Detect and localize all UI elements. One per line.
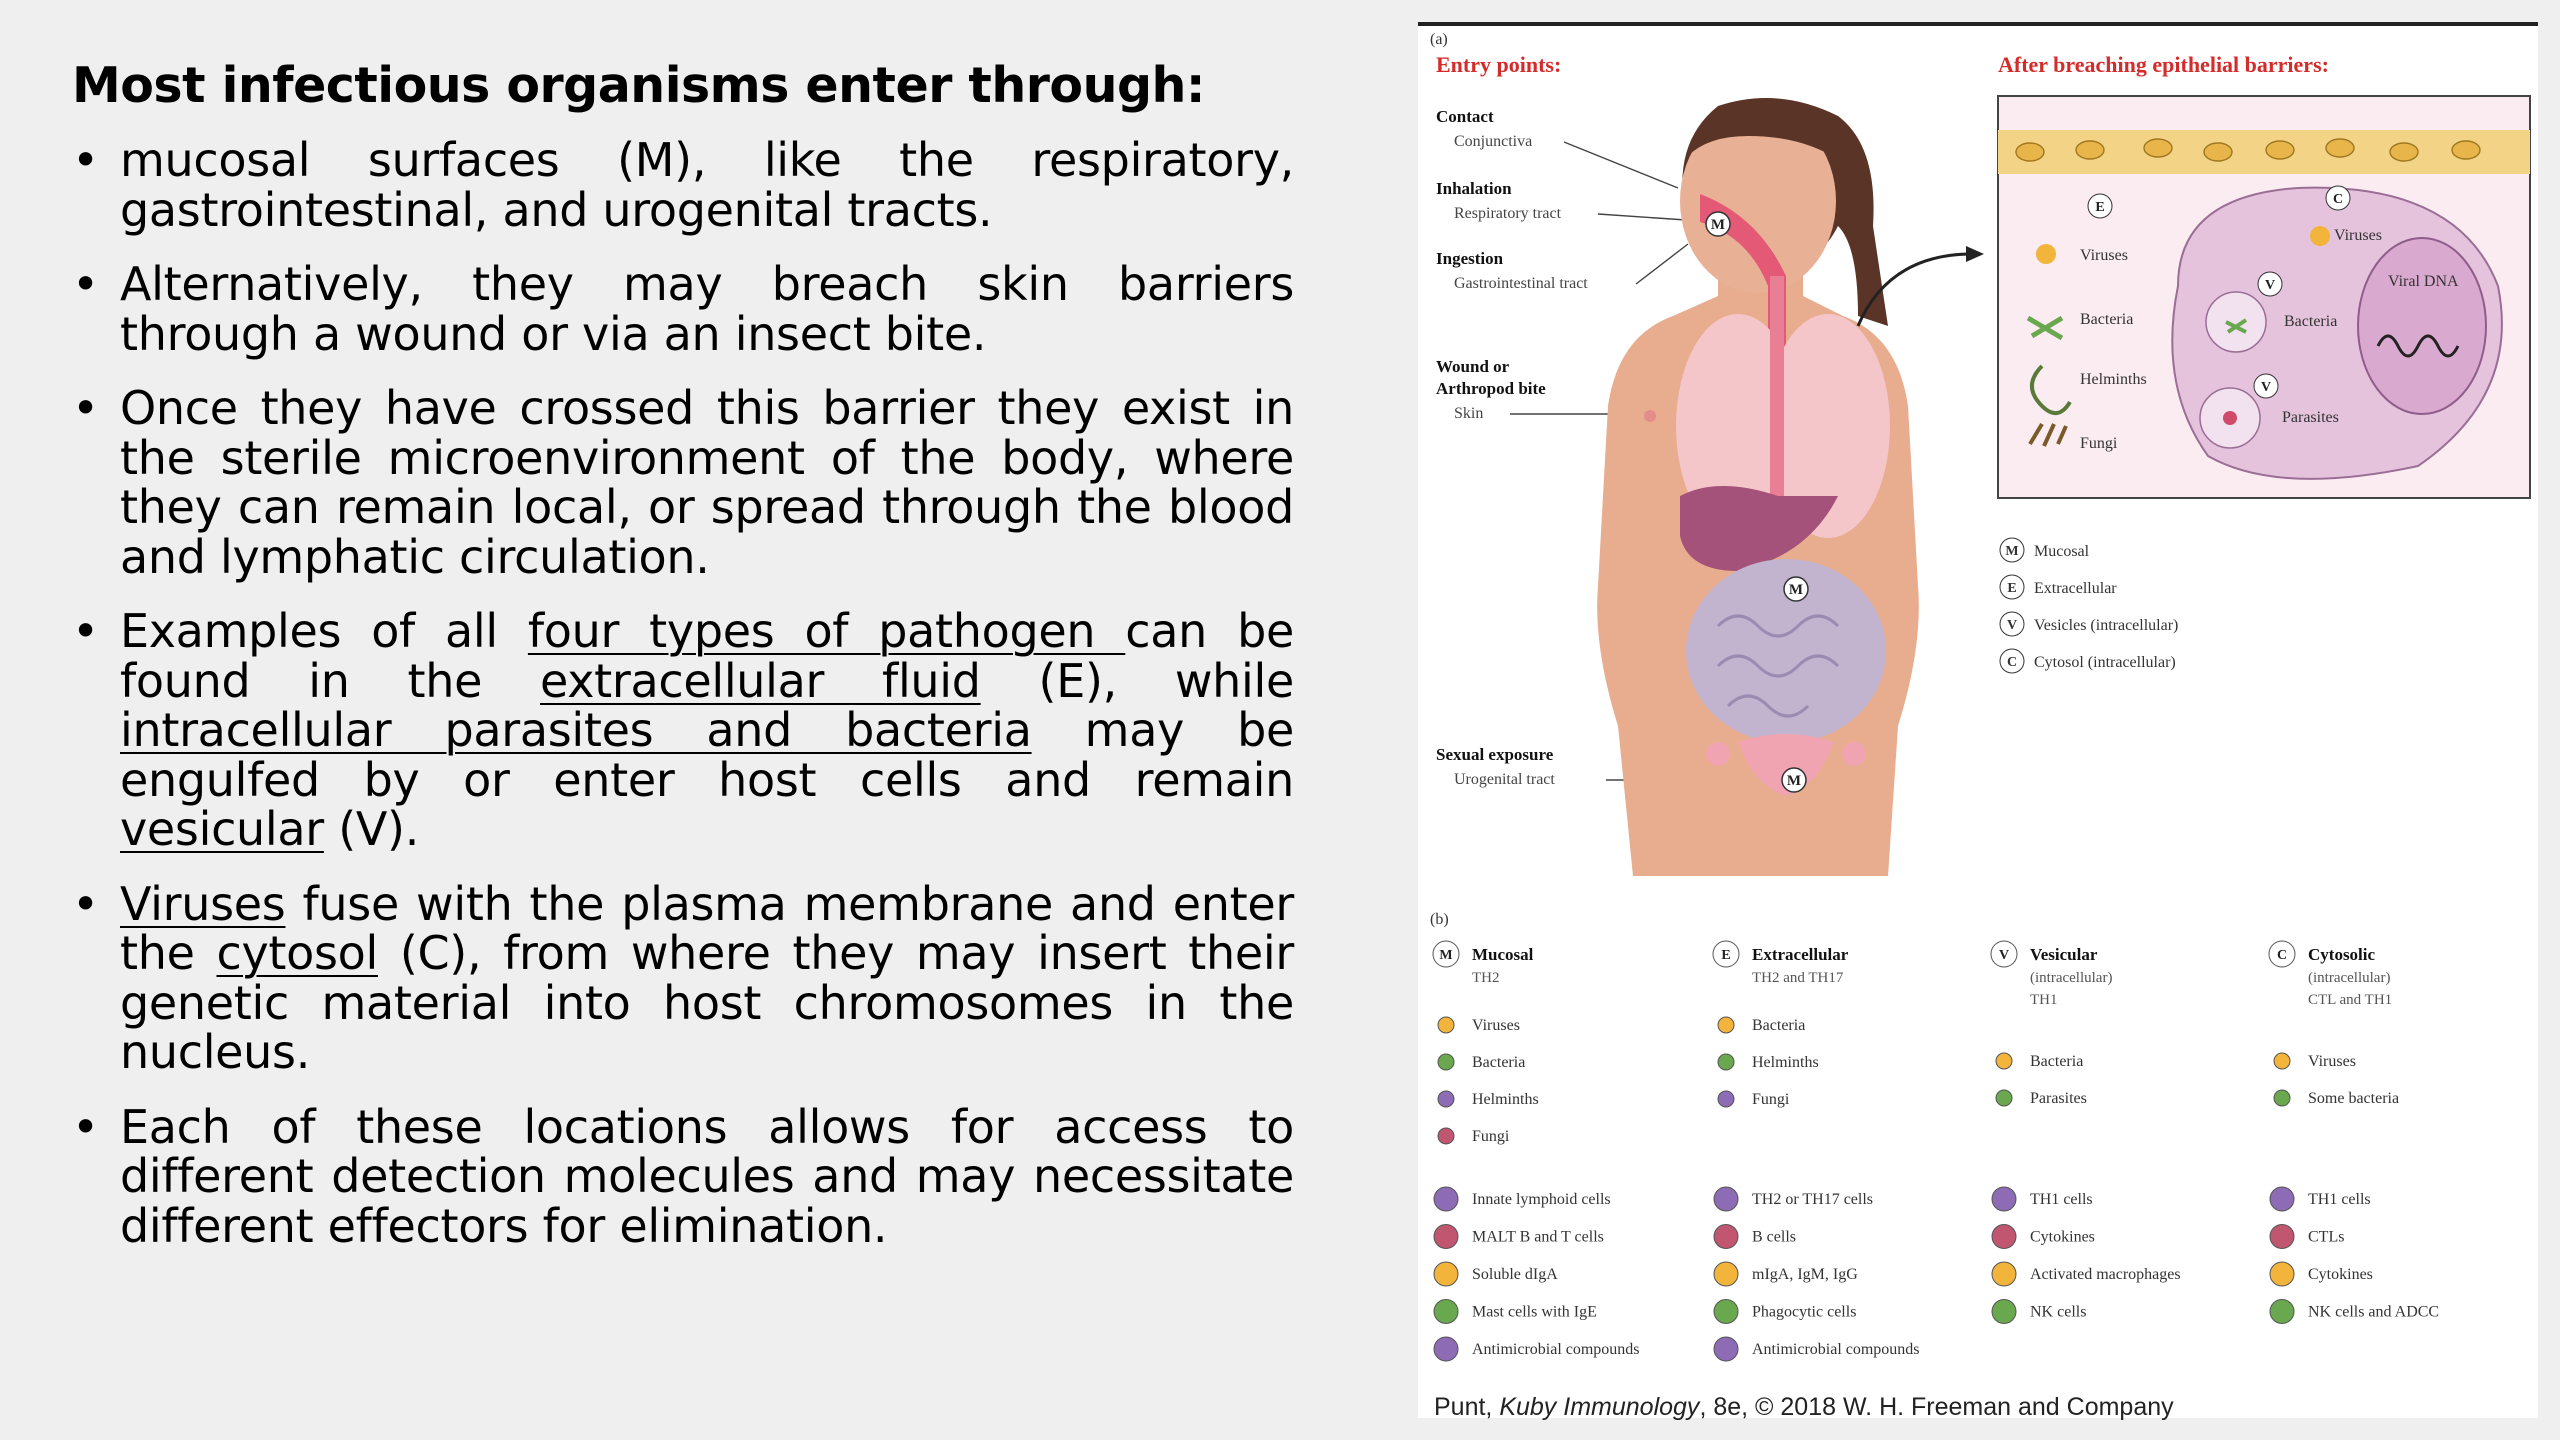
- cell-parasites: Parasites: [2282, 409, 2339, 426]
- entry-wound-title2: Arthropod bite: [1436, 379, 1546, 398]
- pathogen-label: Fungi: [1472, 1128, 1510, 1145]
- text-run: (V).: [323, 802, 420, 856]
- effector-label: TH1 cells: [2308, 1191, 2371, 1208]
- column-subtitle: TH2: [1472, 970, 1500, 986]
- entry-point-labels: [1436, 107, 1588, 788]
- legend-label-c: Cytosol (intracellular): [2034, 654, 2176, 671]
- entry-ingestion-sub: Gastrointestinal tract: [1454, 275, 1588, 292]
- marker-e: E: [2095, 200, 2105, 215]
- effector-label: B cells: [1752, 1228, 1796, 1246]
- breach-panel: [1998, 96, 2530, 498]
- pathogen-label: Viruses: [2308, 1053, 2356, 1070]
- entry-points-title: Entry points:: [1436, 52, 1562, 77]
- effector-cell-icon: [2270, 1225, 2294, 1249]
- effector-cell-icon: [1992, 1300, 2016, 1324]
- effector-table: [1433, 941, 2439, 1361]
- effector-label: Innate lymphoid cells: [1472, 1191, 1611, 1208]
- column-subtitle: CTL and TH1: [2308, 992, 2393, 1008]
- legend-label-v: Vesicles (intracellular): [2034, 617, 2179, 634]
- underlined-term: four types of pathogen: [527, 604, 1126, 658]
- effector-label: TH2 or TH17 cells: [1752, 1191, 1874, 1208]
- effector-cell-icon: [1714, 1300, 1738, 1324]
- underlined-term: Viruses: [120, 876, 286, 931]
- column-subtitle: TH2 and TH17: [1752, 970, 1844, 986]
- pathogen-icon: [1996, 1090, 2012, 1106]
- effector-cell-icon: [1714, 1262, 1738, 1286]
- effector-cell-icon: [2270, 1300, 2294, 1324]
- entry-inhalation-sub: Respiratory tract: [1454, 205, 1562, 222]
- pathogen-icon: [1996, 1053, 2012, 1069]
- breach-bacteria: Bacteria: [2080, 311, 2134, 328]
- entry-contact-sub: Conjunctiva: [1454, 133, 1533, 150]
- effector-cell-icon: [1434, 1337, 1458, 1361]
- breach-helminths: Helminths: [2080, 371, 2147, 388]
- legend-label-e: Extracellular: [2034, 580, 2117, 597]
- column-title: Vesicular: [2030, 945, 2098, 964]
- underlined-term: cytosol: [216, 926, 378, 980]
- bullet-list: [72, 133, 1294, 1253]
- entry-contact-title: Contact: [1436, 107, 1494, 126]
- pathogen-label: Helminths: [1472, 1091, 1539, 1108]
- effector-label: MALT B and T cells: [1472, 1228, 1604, 1246]
- effector-cell-icon: [2270, 1187, 2294, 1211]
- underlined-term: extracellular fluid: [540, 653, 981, 708]
- legend-label-m: Mucosal: [2034, 543, 2090, 560]
- pathogen-icon: [1438, 1128, 1454, 1144]
- marker-m-uro: M: [1786, 773, 1802, 789]
- figure-caption: [1434, 1393, 2174, 1422]
- text-run: Examples of all: [120, 604, 528, 658]
- bullet-pathogen-types: [72, 604, 1294, 856]
- pathogen-label: Bacteria: [2030, 1053, 2084, 1070]
- effector-cell-icon: [1434, 1262, 1458, 1286]
- column-key-letter: M: [1439, 948, 1453, 963]
- legend-key-e: E: [2007, 581, 2017, 596]
- pathogen-icon: [1718, 1091, 1734, 1107]
- pathogen-label: Bacteria: [1472, 1054, 1526, 1071]
- panel-a-label: (a): [1430, 31, 1448, 48]
- legend-key-c: C: [2006, 655, 2018, 670]
- effector-label: mIgA, IgM, IgG: [1752, 1266, 1858, 1283]
- effector-label: CTLs: [2308, 1228, 2345, 1246]
- marker-m-resp: M: [1710, 217, 1726, 233]
- breach-viruses: Viruses: [2080, 247, 2128, 264]
- panel-b-label: (b): [1430, 911, 1449, 928]
- effector-cell-icon: [1714, 1337, 1738, 1361]
- text-run: may be engulfed by or enter host cells and remain: [120, 703, 1294, 807]
- effector-label: Cytokines: [2308, 1266, 2373, 1283]
- bullet-detection: • Each of these locations allows for access to different detection molecules and may necessitate different effectors for elimination.: [72, 1103, 1294, 1252]
- text-column: [72, 56, 1294, 1276]
- slide-heading: Most infectious organisms enter through:: [72, 57, 1206, 114]
- effector-label: Mast cells with IgE: [1472, 1303, 1597, 1321]
- caption-edition: , 8e, © 2018 W. H. Freeman and Company: [1699, 1393, 2174, 1421]
- breach-fungi: Fungi: [2080, 435, 2118, 452]
- text-run: (E), while: [980, 653, 1294, 708]
- text-run: fuse with the plasma membrane and enter the: [120, 876, 1294, 980]
- cell-viruses: Viruses: [2334, 227, 2382, 244]
- effector-label: Cytokines: [2030, 1228, 2095, 1246]
- pathogen-label: Parasites: [2030, 1090, 2087, 1107]
- effector-cell-icon: [1992, 1262, 2016, 1286]
- pathogen-label: Bacteria: [1752, 1017, 1806, 1034]
- site-legend: [2000, 538, 2178, 673]
- pathogen-icon: [2274, 1053, 2290, 1069]
- column-key-letter: V: [1998, 948, 2010, 963]
- effector-cell-icon: [1714, 1187, 1738, 1211]
- pathogen-label: Fungi: [1752, 1091, 1790, 1108]
- pathogen-icon: [1438, 1017, 1454, 1033]
- column-title: Cytosolic: [2308, 945, 2376, 964]
- pathogen-label: Some bacteria: [2308, 1090, 2400, 1107]
- caption-authors: Punt,: [1434, 1393, 1500, 1421]
- breach-title: After breaching epithelial barriers:: [1998, 52, 2329, 77]
- kuby-figure: [1418, 22, 2538, 1421]
- entry-sexual-title: Sexual exposure: [1436, 745, 1554, 764]
- entry-wound-sub: Skin: [1454, 405, 1484, 422]
- bullet-skin-breach: • Alternatively, they may breach skin barriers through a wound or via an insect bite.: [72, 260, 1294, 359]
- figure-illustration: [1418, 26, 2538, 1396]
- pathogen-icon: [1438, 1054, 1454, 1070]
- caption-book-title: Kuby Immunology: [1499, 1393, 1700, 1421]
- column-title: Extracellular: [1752, 945, 1849, 964]
- marker-v1: V: [2264, 278, 2276, 293]
- text-run: can be found in the: [120, 604, 1294, 708]
- effector-cell-icon: [1714, 1225, 1738, 1249]
- effector-label: Soluble dIgA: [1472, 1266, 1558, 1283]
- entry-sexual-sub: Urogenital tract: [1454, 771, 1555, 788]
- pathogen-icon: [1718, 1054, 1734, 1070]
- effector-cell-icon: [1434, 1187, 1458, 1211]
- effector-label: NK cells: [2030, 1303, 2087, 1321]
- underlined-term: intracellular parasites and bacteria: [120, 703, 1032, 757]
- effector-label: NK cells and ADCC: [2308, 1303, 2440, 1321]
- pathogen-label: Helminths: [1752, 1054, 1819, 1071]
- entry-ingestion-title: Ingestion: [1436, 249, 1504, 268]
- column-key-letter: C: [2276, 948, 2288, 963]
- column-title: Mucosal: [1472, 945, 1534, 964]
- effector-cell-icon: [1434, 1300, 1458, 1324]
- effector-label: Antimicrobial compounds: [1752, 1341, 1920, 1358]
- marker-m-gut: M: [1788, 582, 1804, 598]
- column-key-letter: E: [1721, 948, 1731, 963]
- bullet-sterile-environment: • Once they have crossed this barrier they exist in the sterile microenvironment of the body, where they can remain local, or spread through the blood and lymphatic circulation.: [72, 384, 1294, 582]
- legend-key-v: V: [2006, 618, 2018, 633]
- pathogen-icon: [1718, 1017, 1734, 1033]
- text-run: (C), from where they may insert their genetic material into host chromosomes in the nucleus.: [120, 926, 1294, 1079]
- effector-label: Phagocytic cells: [1752, 1303, 1857, 1321]
- marker-c: C: [2332, 192, 2344, 207]
- human-body-illustration: [1597, 98, 1984, 876]
- legend-key-m: M: [2005, 544, 2019, 559]
- pathogen-icon: [2274, 1090, 2290, 1106]
- cell-viral-dna: Viral DNA: [2388, 273, 2459, 290]
- column-subtitle: (intracellular): [2030, 970, 2113, 986]
- effector-cell-icon: [1992, 1225, 2016, 1249]
- entry-inhalation-title: Inhalation: [1436, 179, 1512, 198]
- underlined-term: vesicular: [120, 802, 324, 856]
- entry-wound-title: Wound or: [1436, 357, 1510, 376]
- cell-bacteria: Bacteria: [2284, 313, 2338, 330]
- bullet-mucosal: • mucosal surfaces (M), like the respiratory, gastrointestinal, and urogenital tracts.: [72, 136, 1294, 235]
- effector-cell-icon: [1992, 1187, 2016, 1211]
- effector-label: Antimicrobial compounds: [1472, 1341, 1640, 1358]
- pathogen-icon: [1438, 1091, 1454, 1107]
- column-subtitle: (intracellular): [2308, 970, 2391, 986]
- pathogen-label: Viruses: [1472, 1017, 1520, 1034]
- effector-cell-icon: [2270, 1262, 2294, 1286]
- effector-label: Activated macrophages: [2030, 1266, 2181, 1283]
- column-subtitle: TH1: [2030, 992, 2058, 1008]
- marker-v2: V: [2260, 380, 2272, 395]
- effector-label: TH1 cells: [2030, 1191, 2093, 1208]
- effector-cell-icon: [1434, 1225, 1458, 1249]
- bullet-viruses: [72, 876, 1294, 1079]
